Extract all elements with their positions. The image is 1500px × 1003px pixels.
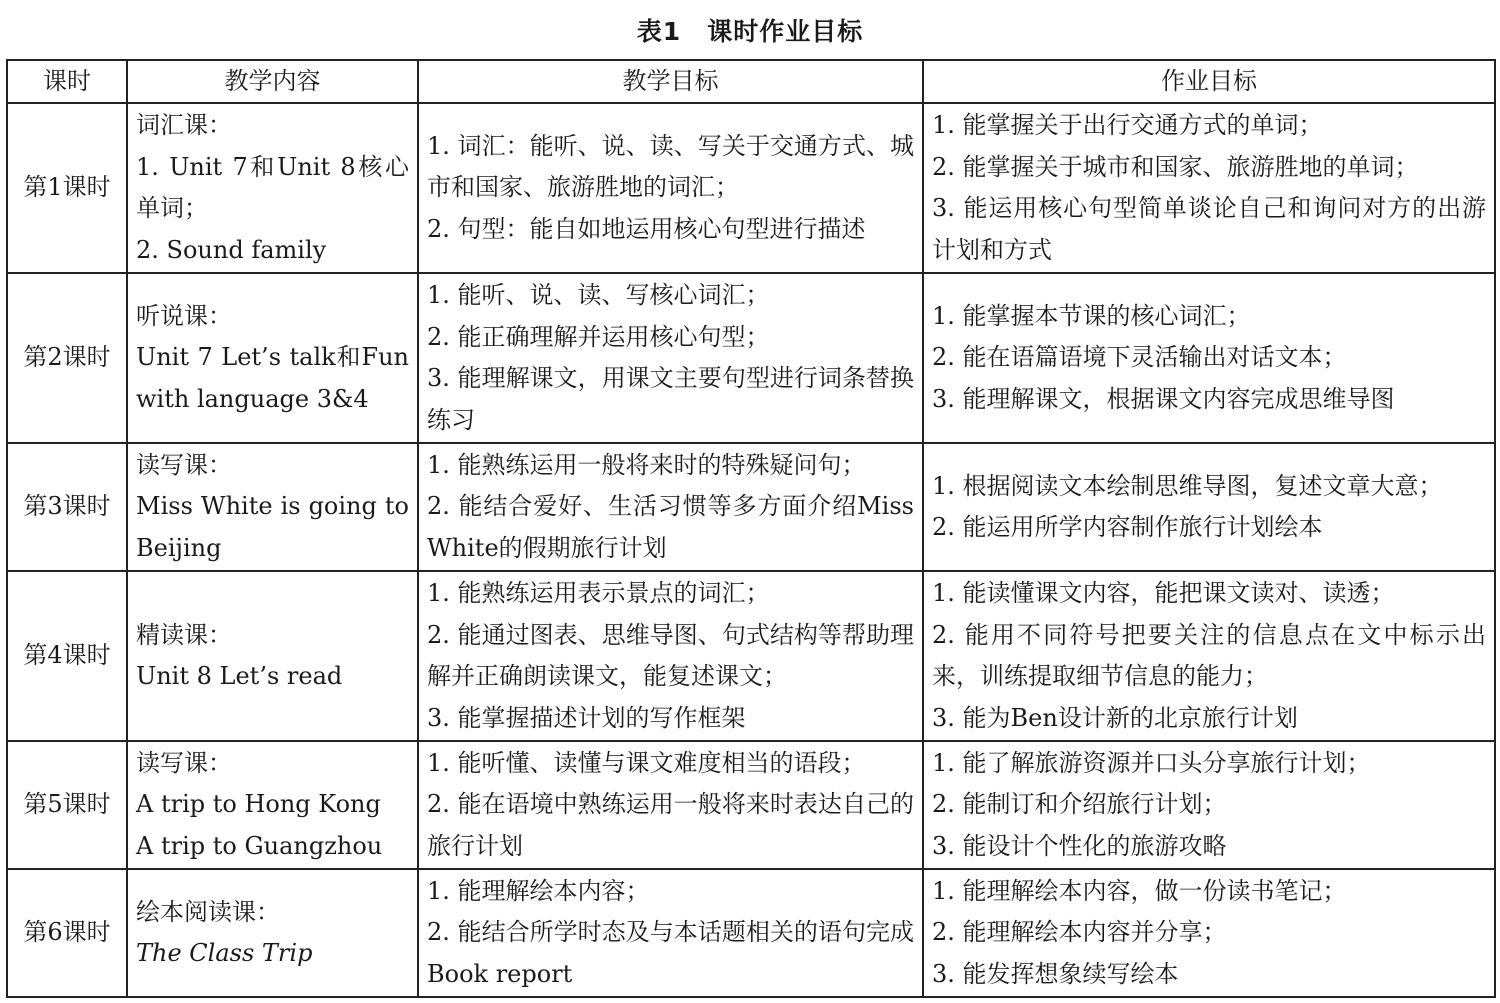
goal-item: 1. 词汇：能听、说、读、写关于交通方式、城市和国家、旅游胜地的词汇； [427,131,914,202]
content-line: Miss White is going to [136,492,409,521]
content-cell [127,869,418,997]
table-number: 表1 [636,17,682,46]
table-row [7,443,1495,571]
content-type: 读写课： [136,748,232,777]
goal-item: 2. 能结合爱好、生活习惯等多方面介绍Miss White的假期旅行计划 [427,492,914,562]
goal-item: 1. 能熟练运用一般将来时的特殊疑问句； [427,450,866,479]
content-type: 听说课： [136,301,232,330]
content-type: 绘本阅读课： [136,897,280,926]
goal-item: 1. 能读懂课文内容，能把课文读对、读透； [932,579,1395,607]
table-title: 课时作业目标 [707,17,864,46]
period-cell: 第6课时 [7,869,127,997]
teaching-goals-cell [418,103,923,273]
goal-item: 3. 能理解课文，用课文主要句型进行词条替换练习 [427,364,914,434]
goal-item: 2. 能理解绘本内容并分享； [932,918,1227,947]
content-cell [127,103,418,273]
goal-item: 1. 能了解旅游资源并口头分享旅行计划； [932,748,1371,777]
header-teaching-goals: 教学目标 [418,60,923,103]
goal-item: 1. 根据阅读文本绘制思维导图，复述文章大意； [932,471,1443,500]
teaching-goals-cell [418,869,923,997]
goal-item: 2. 能正确理解并运用核心句型； [427,322,770,351]
content-cell [127,571,418,741]
goal-item: 1. 能掌握关于出行交通方式的单词； [932,111,1323,139]
goal-item: 1. 能听、说、读、写核心词汇； [427,281,770,309]
goal-item: 1. 能熟练运用表示景点的词汇； [427,579,770,607]
content-type: 精读课： [136,620,232,649]
goal-item: 2. 能结合所学时态及与本话题相关的语句完成Book report [427,918,914,988]
goal-item: 2. 能用不同符号把要关注的信息点在文中标示出来，训练提取细节信息的能力； [932,620,1486,690]
content-cell [127,273,418,443]
table-row [7,741,1495,869]
content-line: 2. Sound family [136,235,327,264]
homework-goals-cell [923,869,1495,997]
content-line: Unit 8 Let’s read [136,662,343,690]
homework-goals-cell [923,571,1495,741]
content-line: A trip to Hong Kong [136,790,381,819]
period-cell: 第5课时 [7,741,127,869]
goal-item: 1. 能掌握本节课的核心词汇； [932,301,1251,330]
table-header-row [7,60,1495,103]
goal-item: 3. 能为Ben设计新的北京旅行计划 [932,703,1298,732]
table-caption [0,10,1500,54]
goal-item: 1. 能听懂、读懂与课文难度相当的语段； [427,748,866,777]
content-line: Beijing [136,533,222,562]
period-cell: 第3课时 [7,443,127,571]
table-row [7,869,1495,997]
homework-goals-cell [923,273,1495,443]
goal-item: 1. 能理解绘本内容； [427,876,650,905]
goal-item: 2. 能通过图表、思维导图、句式结构等帮助理解并正确朗读课文，能复述课文； [427,620,914,690]
content-line: 1. Unit 7和Unit 8核心 [136,152,409,181]
goal-item: 1. 能理解绘本内容，做一份读书笔记； [932,876,1347,905]
teaching-goals-cell [418,443,923,571]
content-cell [127,741,418,869]
homework-goals-cell [923,443,1495,571]
homework-goals-cell [923,103,1495,273]
content-line: A trip to Guangzhou [136,831,383,860]
teaching-goals-cell [418,571,923,741]
period-cell: 第4课时 [7,571,127,741]
header-period: 课时 [7,60,127,103]
goal-item: 2. 能在语篇语境下灵活输出对话文本； [932,343,1347,372]
content-type: 读写课： [136,450,232,479]
table-row [7,103,1495,273]
content-line: Unit 7 Let’s talk和Fun [136,343,409,372]
goal-item: 2. 能在语境中熟练运用一般将来时表达自己的旅行计划 [427,790,914,860]
goal-item: 3. 能设计个性化的旅游攻略 [932,831,1227,860]
content-line: 单词； [136,194,208,222]
teaching-goals-cell [418,741,923,869]
content-type: 词汇课： [136,111,232,139]
content-line: with language 3&4 [136,384,369,413]
goal-item: 3. 能掌握描述计划的写作框架 [427,703,746,732]
goal-item: 3. 能运用核心句型简单谈论自己和询问对方的出游计划和方式 [932,194,1486,264]
period-cell: 第2课时 [7,273,127,443]
header-content: 教学内容 [127,60,418,103]
header-homework-goals: 作业目标 [923,60,1495,103]
goal-item: 2. 能制订和介绍旅行计划； [932,790,1227,819]
goal-item: 2. 能运用所学内容制作旅行计划绘本 [932,513,1323,541]
goal-item: 3. 能发挥想象续写绘本 [932,959,1179,988]
goal-item: 2. 能掌握关于城市和国家、旅游胜地的单词； [932,152,1419,181]
period-cell: 第1课时 [7,103,127,273]
content-line: The Class Trip [136,939,313,967]
goal-item: 3. 能理解课文，根据课文内容完成思维导图 [932,384,1395,413]
goal-item: 2. 句型：能自如地运用核心句型进行描述 [427,214,866,243]
homework-goals-cell [923,741,1495,869]
homework-goals-table [6,59,1496,998]
teaching-goals-cell [418,273,923,443]
content-cell [127,443,418,571]
table-row [7,273,1495,443]
table-row [7,571,1495,741]
